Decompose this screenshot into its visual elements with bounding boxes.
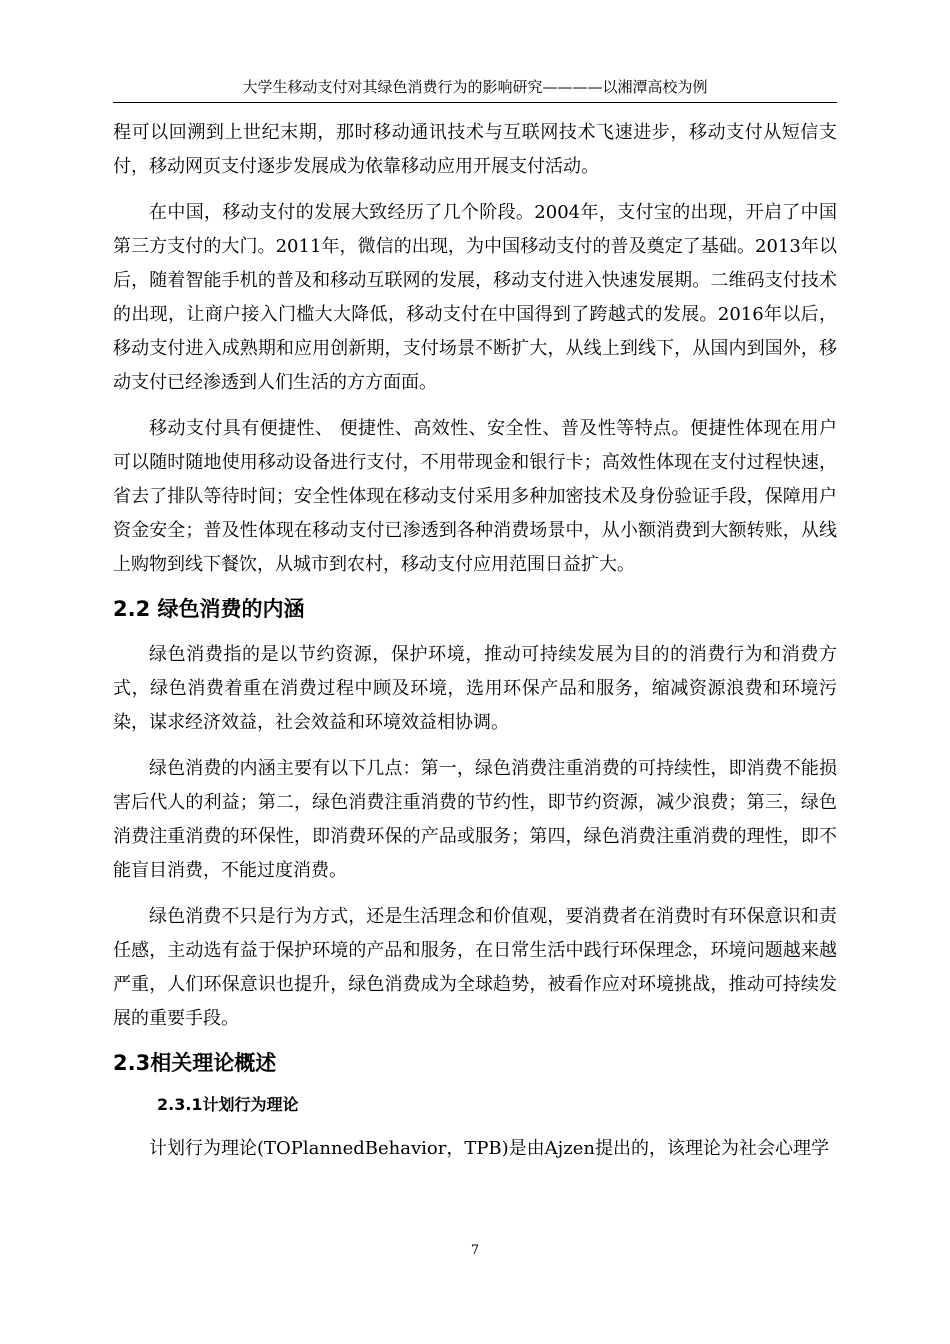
section-heading-2-3: 2.3相关理论概述 (113, 1051, 277, 1075)
paragraph-mobile-payment-history: 在中国，移动支付的发展大致经历了几个阶段。2004年，支付宝的出现，开启了中国第三方支付的大门。2011年，微信的出现，为中国移动支付的普及奠定了基础。2013年以后，随着智能手机的普及和移动互联网的发展，移动支付进入快速发展期。二维码支付技术的出现，让商户接入门槛大大降低，移动支付在中国得到了跨越式的发展。2016年以后，移动支付进入成熟期和应用创新期，支付场景不断扩大，从线上到线下，从国内到国外，移动支付已经渗透到人们生活的方方面面。 (113, 202, 837, 393)
paragraph-green-consumption-definition: 绿色消费指的是以节约资源，保护环境，推动可持续发展为目的的消费行为和消费方式，绿色消费着重在消费过程中顾及环境，选用环保产品和服务，缩减资源浪费和环境污染，谋求经济效益，社会效益和环境效益相协调。 (113, 644, 837, 733)
section-heading-2-2: 2.2 绿色消费的内涵 (113, 597, 305, 621)
paragraph-continued: 程可以回溯到上世纪末期，那时移动通讯技术与互联网技术飞速进步，移动支付从短信支付，移动网页支付逐步发展成为依靠移动应用开展支付活动。 (113, 122, 837, 177)
paragraph-mobile-payment-features: 移动支付具有便捷性、 便捷性、高效性、安全性、普及性等特点。便捷性体现在用户可以随时随地使用移动设备进行支付，不用带现金和银行卡；高效性体现在支付过程快速，省去了排队等待时间；安全性体现在移动支付采用多种加密技术及身份验证手段，保障用户资金安全；普及性体现在移动支付已渗透到各种消费场景中，从小额消费到大额转账，从线上购物到线下餐饮，从城市到农村，移动支付应用范围日益扩大。 (113, 418, 837, 575)
page-body (113, 116, 837, 1178)
subsection-heading-2-3-1: 2.3.1计划行为理论 (157, 1095, 299, 1114)
running-header: 大学生移动支付对其绿色消费行为的影响研究————以湘潭高校为例 (113, 76, 837, 103)
page-number: 7 (470, 1243, 480, 1258)
paragraph-green-consumption-values: 绿色消费不只是行为方式，还是生活理念和价值观，要消费者在消费时有环保意识和责任感，主动选有益于保护环境的产品和服务，在日常生活中践行环保理念，环境问题越来越严重，人们环保意识也提升，绿色消费成为全球趋势，被看作应对环境挑战，推动可持续发展的重要手段。 (113, 906, 837, 1029)
paragraph-tpb-intro: 计划行为理论(TOPlannedBehavior，TPB)是由Ajzen提出的，该理论为社会心理学 (149, 1138, 829, 1159)
paragraph-green-consumption-connotation: 绿色消费的内涵主要有以下几点：第一，绿色消费注重消费的可持续性，即消费不能损害后代人的利益；第二，绿色消费注重消费的节约性，即节约资源，减少浪费；第三，绿色消费注重消费的环保性，即消费环保的产品或服务；第四，绿色消费注重消费的理性，即不能盲目消费，不能过度消费。 (113, 758, 837, 881)
